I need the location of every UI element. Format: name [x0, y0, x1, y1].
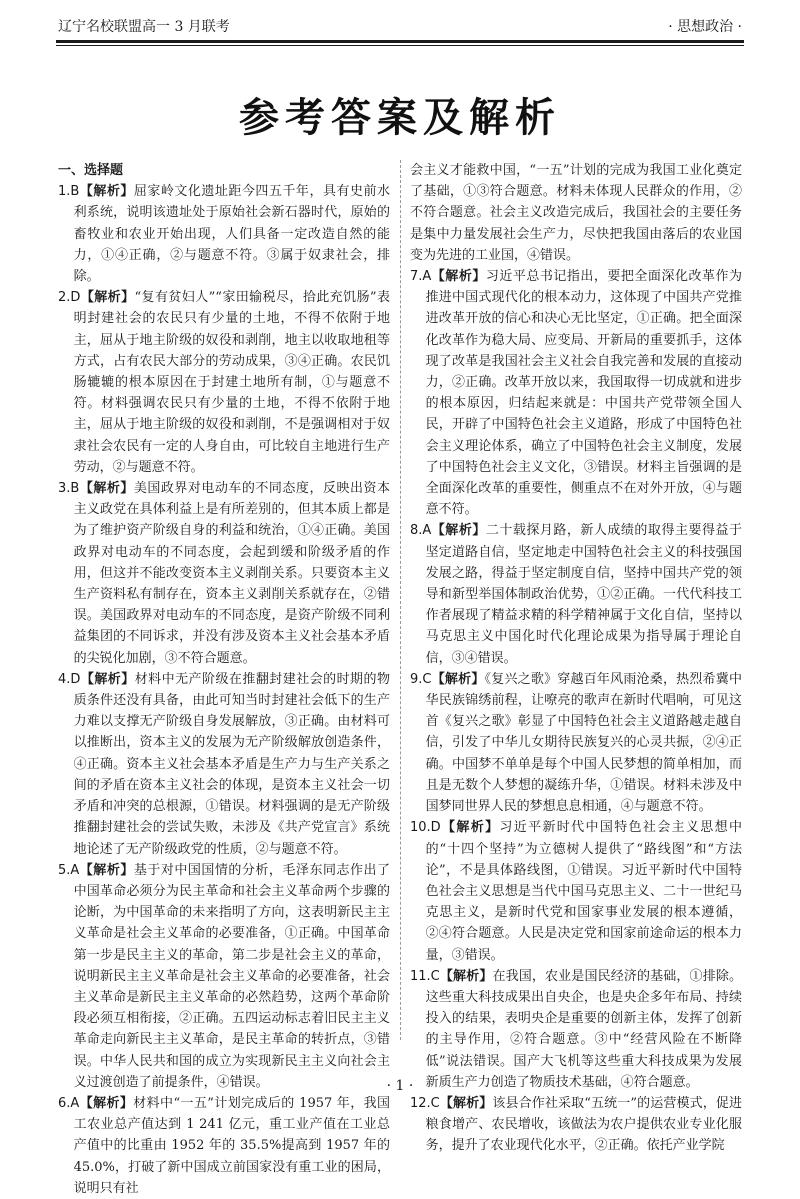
item-tag: 【解析】	[79, 481, 134, 497]
item-body: 屈家岭文化遗址距今四五千年，具有史前水利系统，说明该遗址处于原始社会新石器时代，原始的畜牧业和农业开始出现，人们具备一定改造自然的能力，①④正确，②与题意不符。③属于奴隶社会，排除。	[73, 184, 390, 285]
answer-item	[410, 817, 742, 965]
item-body: 材料中“一五”计划完成后的 1957 年，我国工农业总产值达到 1 241 亿元，重工业产值在工业总产值中的比重由 1952 年的 35.5%提高到 1957 年的 45.0%，打破了新中国成立前国家没有重工业的困局，说明只有社	[73, 1095, 390, 1196]
answer-item	[410, 1093, 742, 1157]
item-body: 习近平总书记指出，要把全面深化改革作为推进中国式现代化的根本动力，这体现了中国共产党推进改革开放的信心和决心无比坚定，①正确。把全面深化改革作为稳大局、应变局、开新局的重要抓手，这体现了改革是我国社会主义社会自我完善和发展的直接动力，②正确。改革开放以来，我国取得一切成就和进步的根本原因，归结起来就是：中国共产党带领全国人民，开辟了中国特色社会主义道路，形成了中国特色社会主义理论体系，确立了中国特色社会主义制度，发展了中国特色社会主义文化，③错误。材料主旨强调的是全面深化改革的重要性，侧重点不在对外开放，④与题意不符。	[425, 269, 742, 518]
answer-item	[58, 860, 390, 1093]
answer-item	[410, 266, 742, 520]
item-number: 8.A	[410, 523, 432, 539]
item-continuation: 会主义才能救中国，“一五”计划的完成为我国工业化奠定了基础，①③符合题意。材料未体现人民群众的作用，②不符合题意。社会主义改造完成后，我国社会的主要任务是集中力量发展社会生产力，尽快把我国由落后的农业国变为先进的工业国，④错误。	[410, 163, 742, 263]
answer-item	[410, 966, 742, 1093]
item-number: 2.D	[58, 290, 81, 306]
item-number: 6.A	[58, 1095, 80, 1111]
answer-item	[58, 181, 390, 287]
item-tag: 【解析】	[80, 671, 135, 687]
item-body: 该县合作社采取“五统一”的运营模式，促进粮食增产、农民增收，该做法为农户提供农业专业化服务，提升了农业现代化水平，②正确。依托产业学院	[425, 1095, 742, 1154]
item-tag: 【解析】	[80, 290, 135, 306]
page-number: · 1 ·	[386, 1078, 414, 1094]
answer-item	[58, 287, 390, 478]
item-number: 1.B	[58, 184, 80, 200]
item-body: 材料中无产阶级在推翻封建社会的时期的物质条件还没有具备，由此可知当时封建社会低下的生产力难以支撑无产阶级自身发展解放，③正确。由材料可以推断出，资本主义的发展为无产阶级解放创造条件，④正确。资本主义社会基本矛盾是生产力与生产关系之间的矛盾在资本主义社会的体现，是资本主义社会一切矛盾和冲突的总根源，①错误。材料强调的是无产阶级推翻封建社会的尝试失败，未涉及《共产党宣言》系统地论述了无产阶级政党的性质，②与题意不符。	[73, 671, 390, 857]
item-number: 4.D	[58, 671, 81, 687]
answer-item	[410, 669, 742, 817]
item-number: 7.A	[410, 269, 432, 285]
answer-item	[410, 520, 742, 668]
answer-item	[58, 478, 390, 669]
item-number: 9.C	[410, 671, 432, 687]
item-tag: 【解析】	[439, 968, 493, 984]
column-divider	[400, 160, 401, 1040]
item-body: 美国政界对电动车的不同态度，反映出资本主义政党在具体利益上是有所差别的，但其本质上都是为了维护资产阶级自身的利益和统治，①④正确。美国政界对电动车的不同态度，会起到缓和阶级矛盾的作用，但这并不能改变资本主义剥削关系。只要资本主义生产资料私有制存在，资本主义剥削关系就存在，②错误。美国政界对电动车的不同态度，是资产阶级不同利益集团的不同诉求，并没有涉及资本主义社会基本矛盾的尖锐化加剧，③不符合题意。	[73, 481, 390, 666]
header-left-text: 辽宁名校联盟高一 3 月联考	[58, 19, 230, 35]
item-body: 基于对中国国情的分析，毛泽东同志作出了中国革命必须分为民主革命和社会主义革命两个步骤的论断，为中国革命的未来指明了方向，这表明新民主主义革命是社会主义革命的必要准备，①正确。中国革命第一步是民主主义的革命，第二步是社会主义的革命，说明新民主主义革命是社会主义革命的必要准备，社会主义革命是新民主主义革命的必然趋势，这两个革命阶段必须互相衔接，②正确。五四运动标志着旧民主主义革命走向新民主主义革命，是民主革命的转折点，③错误。中华人民共和国的成立为实现新民主主义向社会主义过渡创造了前提条件，④错误。	[73, 862, 390, 1090]
item-number: 3.B	[58, 481, 80, 497]
item-number: 5.A	[58, 862, 80, 878]
item-tag: 【解析】	[79, 184, 134, 200]
item-number: 11.C	[410, 968, 440, 984]
item-body: “复有贫妇人”“家田输税尽，拾此充饥肠”表明封建社会的农民只有少量的土地，不得不依附于地主，屈从于地主阶级的奴役和剥削，地主以收取地租等方式，占有农民大部分的劳动成果，③④正确。农民饥肠辘辘的根本原因在于封建土地所有制，①与题意不符。材料强调农民只有少量的土地，不得不依附于地主，屈从于地主阶级的奴役和剥削，不是强调相对于奴隶社会农民有一定的人身自由，可比较自主地进行生产劳动，②与题意不符。	[73, 290, 390, 475]
page-title: 参考答案及解析	[239, 95, 561, 141]
header-right-text: · 思想政治 ·	[668, 19, 742, 35]
item-body: 《复兴之歌》穿越百年风雨沧桑，热烈希冀中华民族锦绣前程，让嘹亮的歌声在新时代唱响，可见这首《复兴之歌》彰显了中国特色社会主义道路越走越自信，引发了中华儿女期待民族复兴的心灵共振，②④正确。中国梦不单单是每个中国人民梦想的简单相加，而且是无数个人梦想的凝练升华，①错误。材料未涉及中国梦同世界人民的梦想息息相通，④与题意不符。	[425, 671, 742, 815]
item-body: 习近平新时代中国特色社会主义思想中的“十四个坚持”为立德树人提供了“路线图”和“方法论”，不是具体路线图，①错误。习近平新时代中国特色社会主义思想是当代中国马克思主义、二十一世纪马克思主义，是新时代党和国家事业发展的根本遵循，②④符合题意。人民是决定党和国家前途命运的根本力量，③错误。	[425, 820, 742, 963]
item-tag: 【解析】	[431, 671, 485, 687]
item-tag: 【解析】	[79, 862, 134, 878]
right-column	[410, 160, 742, 1157]
answer-item	[58, 1093, 390, 1199]
answer-item	[58, 669, 390, 860]
left-column	[58, 160, 390, 1199]
item-tag: 【解析】	[431, 523, 486, 539]
item-tag: 【解析】	[431, 269, 486, 285]
header-rule-thick	[56, 40, 744, 43]
item-number: 10.D	[410, 820, 441, 836]
section-heading: 一、选择题	[58, 163, 124, 178]
item-tag: 【解析】	[440, 820, 500, 836]
item-tag: 【解析】	[439, 1095, 493, 1111]
item-tag: 【解析】	[79, 1095, 134, 1111]
item-number: 12.C	[410, 1095, 440, 1111]
item-body: 在我国，农业是国民经济的基础，①排除。这些重大科技成果出自央企，也是央企多年布局、持续投入的结果，表明央企是重要的创新主体，发挥了创新的主导作用，②符合题意。③中“经营风险在不断降低”说法错误。国产大飞机等这些重大科技成果为发展新质生产力创造了物质技术基础，④符合题意。	[425, 968, 742, 1090]
header-rule-thin	[56, 45, 744, 46]
page-header	[58, 14, 742, 36]
item-body: 二十载探月路，新人成绩的取得主要得益于坚定道路自信，坚定地走中国特色社会主义的科技强国发展之路，得益于坚定制度自信，坚持中国共产党的领导和新型举国体制政治优势，①②正确。一代代科技工作者展现了精益求精的科学精神属于文化自信，坚持以马克思主义中国化时代化理论成果为指导属于理论自信，③④错误。	[425, 523, 742, 666]
